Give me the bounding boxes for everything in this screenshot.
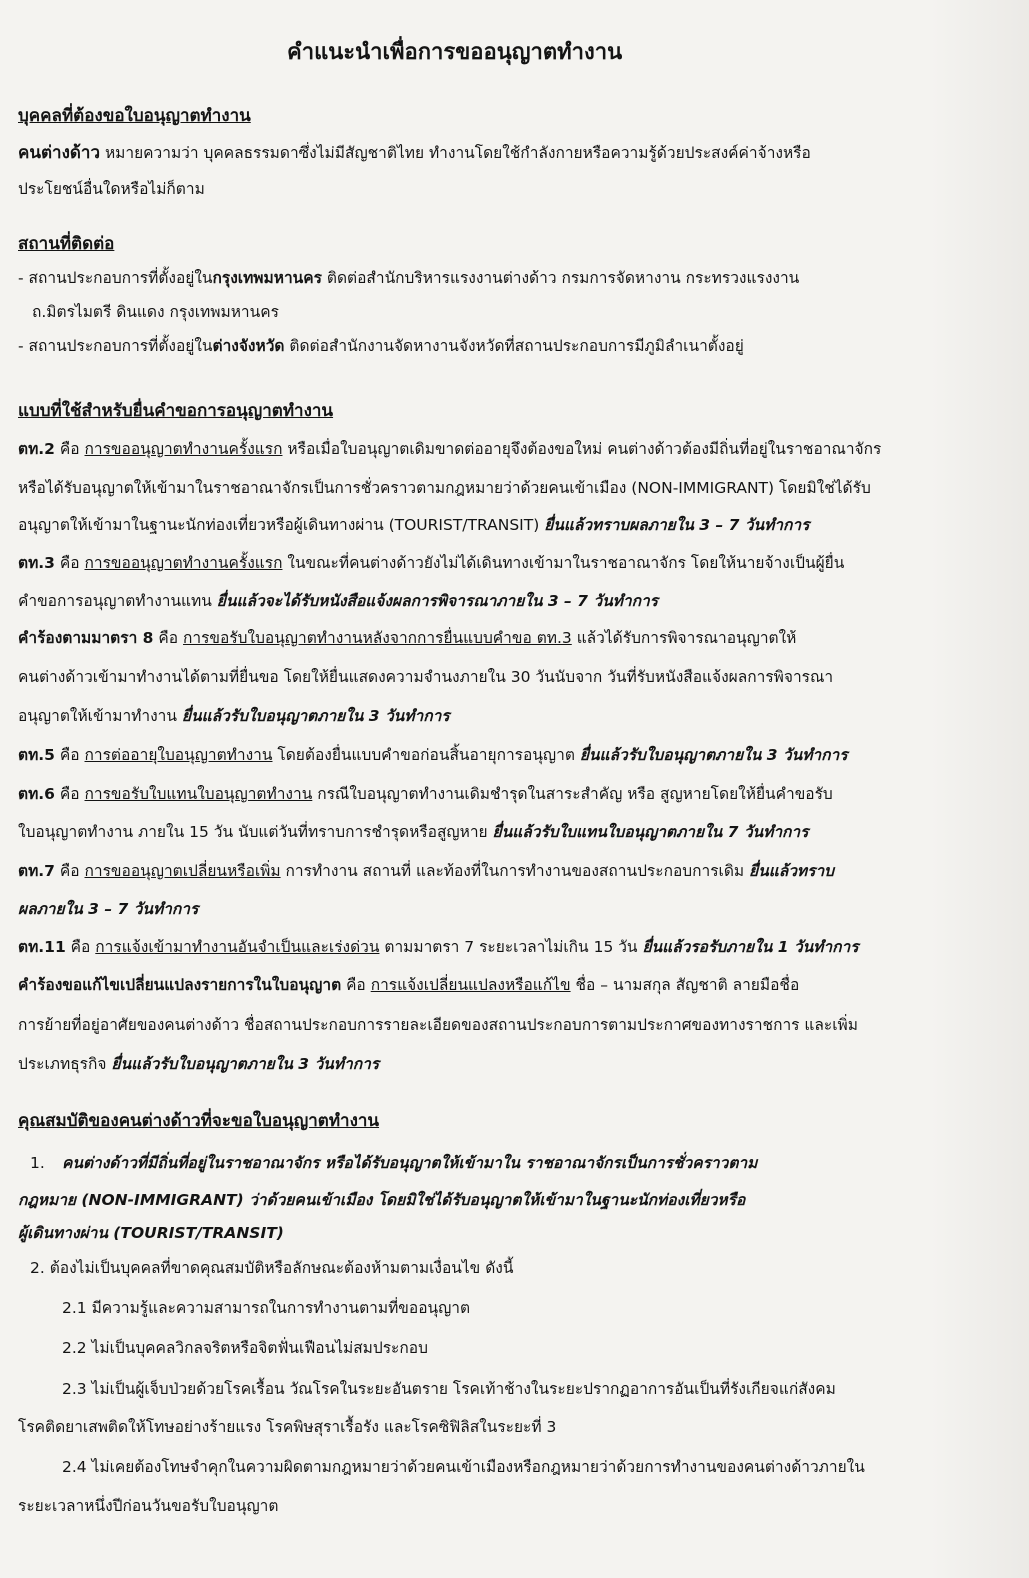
form-tt7-line-2: ผลภายใน 3 – 7 วันทำการ [18,900,199,918]
alien-definition-line-1: คนต่างด้าว หมายความว่า บุคคลธรรมดาซึ่งไม่มีสัญชาติไทย ทำงานโดยใช้กำลังกายหรือความรู้ด้วยประสงค์ค่าจ้างหรือ [18,143,811,163]
heading-qualifications: คุณสมบัติของคนต่างด้าวที่จะขอใบอนุญาตทำงาน [18,1111,380,1131]
form-tt2-line-2: หรือได้รับอนุญาตให้เข้ามาในราชอาณาจักรเป็นการชั่วคราวตามกฎหมายว่าด้วยคนเข้าเมือง (NON-IMMIGRANT) โดยมิใช่ได้รับ [18,479,871,497]
section8-request-line-1: คำร้องตามมาตรา 8 คือ การขอรับใบอนุญาตทำงานหลังจากการยื่นแบบคำขอ ตท.3 แล้วได้รับการพิจารณาอนุญาตให้ [18,629,797,647]
contact-bangkok: - สถานประกอบการที่ตั้งอยู่ในกรุงเทพมหานคร ติดต่อสำนักบริหารแรงงานต่างด้าว กรมการจัดหางาน กระทรวงแรงงาน [18,269,800,287]
qualification-1-line-2: กฎหมาย (NON-IMMIGRANT) ว่าด้วยคนเข้าเมือง โดยมิใช่ได้รับอนุญาตให้เข้ามาในฐานะนักท่องเที่ยวหรือ [18,1191,746,1209]
form-tt11: ตท.11 คือ การแจ้งเข้ามาทำงานอันจำเป็นและเร่งด่วน ตามมาตรา 7 ระยะเวลาไม่เกิน 15 วัน ยื่นแล้วรอรับภายใน 1 วันทำการ [18,938,859,956]
form-tt2-line-1: ตท.2 คือ การขออนุญาตทำงานครั้งแรก หรือเมื่อใบอนุญาตเดิมขาดต่ออายุจึงต้องขอใหม่ คนต่างด้าวต้องมีถิ่นที่อยู่ในราชอาณาจักร [18,440,882,458]
alien-definition-line-2: ประโยชน์อื่นใดหรือไม่ก็ตาม [18,180,205,198]
form-tt7-line-1: ตท.7 คือ การขออนุญาตเปลี่ยนหรือเพิ่ม การทำงาน สถานที่ และท้องที่ในการทำงานของสถานประกอบการเดิม ยื่นแล้วทราบ [18,862,834,880]
qualification-2-3-line-2: โรคติดยาเสพติดให้โทษอย่างร้ายแรง โรคพิษสุราเรื้อรัง และโรคซิฟิลิสในระยะที่ 3 [18,1418,557,1436]
heading-who-needs-permit: บุคคลที่ต้องขอใบอนุญาตทำงาน [18,106,251,126]
heading-contact-place: สถานที่ติดต่อ [18,234,115,254]
amend-request-line-2: การย้ายที่อยู่อาศัยของคนต่างด้าว ชื่อสถานประกอบการรายละเอียดของสถานประกอบการตามประกาศของทางราชการ และเพิ่ม [18,1016,858,1034]
contact-province: - สถานประกอบการที่ตั้งอยู่ในต่างจังหวัด ติดต่อสำนักงานจัดหางานจังหวัดที่สถานประกอบการมีภูมิลำเนาตั้งอยู่ [18,337,744,355]
form-tt6-line-1: ตท.6 คือ การขอรับใบแทนใบอนุญาตทำงาน กรณีใบอนุญาตทำงานเดิมชำรุดในสาระสำคัญ หรือ สูญหายโดยให้ยื่นคำขอรับ [18,785,833,803]
heading-application-forms: แบบที่ใช้สำหรับยื่นคำขอการอนุญาตทำงาน [18,401,334,421]
contact-bangkok-address: ถ.มิตรไมตรี ดินแดง กรุงเทพมหานคร [32,303,279,321]
bleed-through-shadow [930,0,1029,1578]
section8-request-line-2: คนต่างด้าวเข้ามาทำงานได้ตามที่ยื่นขอ โดยให้ยื่นแสดงความจำนงภายใน 30 วันนับจาก วันที่รับหนังสือแจ้งผลการพิจารณา [18,668,834,686]
form-tt6-line-2: ใบอนุญาตทำงาน ภายใน 15 วัน นับแต่วันที่ทราบการชำรุดหรือสูญหาย ยื่นแล้วรับใบแทนใบอนุญาตภายใน 7 วันทำการ [18,823,809,841]
qualification-2-4-line-1: 2.4 ไม่เคยต้องโทษจำคุกในความผิดตามกฎหมายว่าด้วยคนเข้าเมืองหรือกฎหมายว่าด้วยการทำงานของคนต่างด้าวภายใน [62,1458,865,1476]
qualification-2: 2. ต้องไม่เป็นบุคคลที่ขาดคุณสมบัติหรือลักษณะต้องห้ามตามเงื่อนไข ดังนี้ [30,1259,514,1277]
page-title: คำแนะนำเพื่อการขออนุญาตทำงาน [287,40,623,65]
amend-request-line-3: ประเภทธุรกิจ ยื่นแล้วรับใบอนุญาตภายใน 3 วันทำการ [18,1055,380,1073]
qualification-1-line-3: ผู้เดินทางผ่าน (TOURIST/TRANSIT) [18,1224,284,1242]
term-alien: คนต่างด้าว [18,143,101,163]
form-tt3-line-2: คำขอการอนุญาตทำงานแทน ยื่นแล้วจะได้รับหนังสือแจ้งผลการพิจารณาภายใน 3 – 7 วันทำการ [18,592,659,610]
qualification-2-4-line-2: ระยะเวลาหนึ่งปีก่อนวันขอรับใบอนุญาต [18,1497,279,1515]
qualification-2-1: 2.1 มีความรู้และความสามารถในการทำงานตามที่ขออนุญาต [62,1299,471,1317]
qualification-2-3-line-1: 2.3 ไม่เป็นผู้เจ็บป่วยด้วยโรคเรื้อน วัณโรคในระยะอันตราย โรคเท้าช้างในระยะปรากฏอาการอันเป็นที่รังเกียจแก่สังคม [62,1380,836,1398]
qualification-1-line-1: คนต่างด้าวที่มีถิ่นที่อยู่ในราชอาณาจักร หรือได้รับอนุญาตให้เข้ามาใน ราชอาณาจักรเป็นการชั่วคราวตาม [62,1154,758,1172]
form-tt5: ตท.5 คือ การต่ออายุใบอนุญาตทำงาน โดยต้องยื่นแบบคำขอก่อนสิ้นอายุการอนุญาต ยื่นแล้วรับใบอนุญาตภายใน 3 วันทำการ [18,746,848,764]
form-tt3-line-1: ตท.3 คือ การขออนุญาตทำงานครั้งแรก ในขณะที่คนต่างด้าวยังไม่ได้เดินทางเข้ามาในราชอาณาจักร โดยให้นายจ้างเป็นผู้ยื่น [18,554,845,572]
form-tt2-line-3: อนุญาตให้เข้ามาในฐานะนักท่องเที่ยวหรือผู้เดินทางผ่าน (TOURIST/TRANSIT) ยื่นแล้วทราบผลภายใน 3 – 7 วันทำการ [18,516,810,534]
amend-request-line-1: คำร้องขอแก้ไขเปลี่ยนแปลงรายการในใบอนุญาต คือ การแจ้งเปลี่ยนแปลงหรือแก้ไข ชื่อ – นามสกุล สัญชาติ ลายมือชื่อ [18,976,800,994]
qualification-2-2: 2.2 ไม่เป็นบุคคลวิกลจริตหรือจิตฟั่นเฟือนไม่สมประกอบ [62,1339,428,1357]
qualification-1-number: 1. [30,1154,45,1172]
section8-request-line-3: อนุญาตให้เข้ามาทำงาน ยื่นแล้วรับใบอนุญาตภายใน 3 วันทำการ [18,707,450,725]
